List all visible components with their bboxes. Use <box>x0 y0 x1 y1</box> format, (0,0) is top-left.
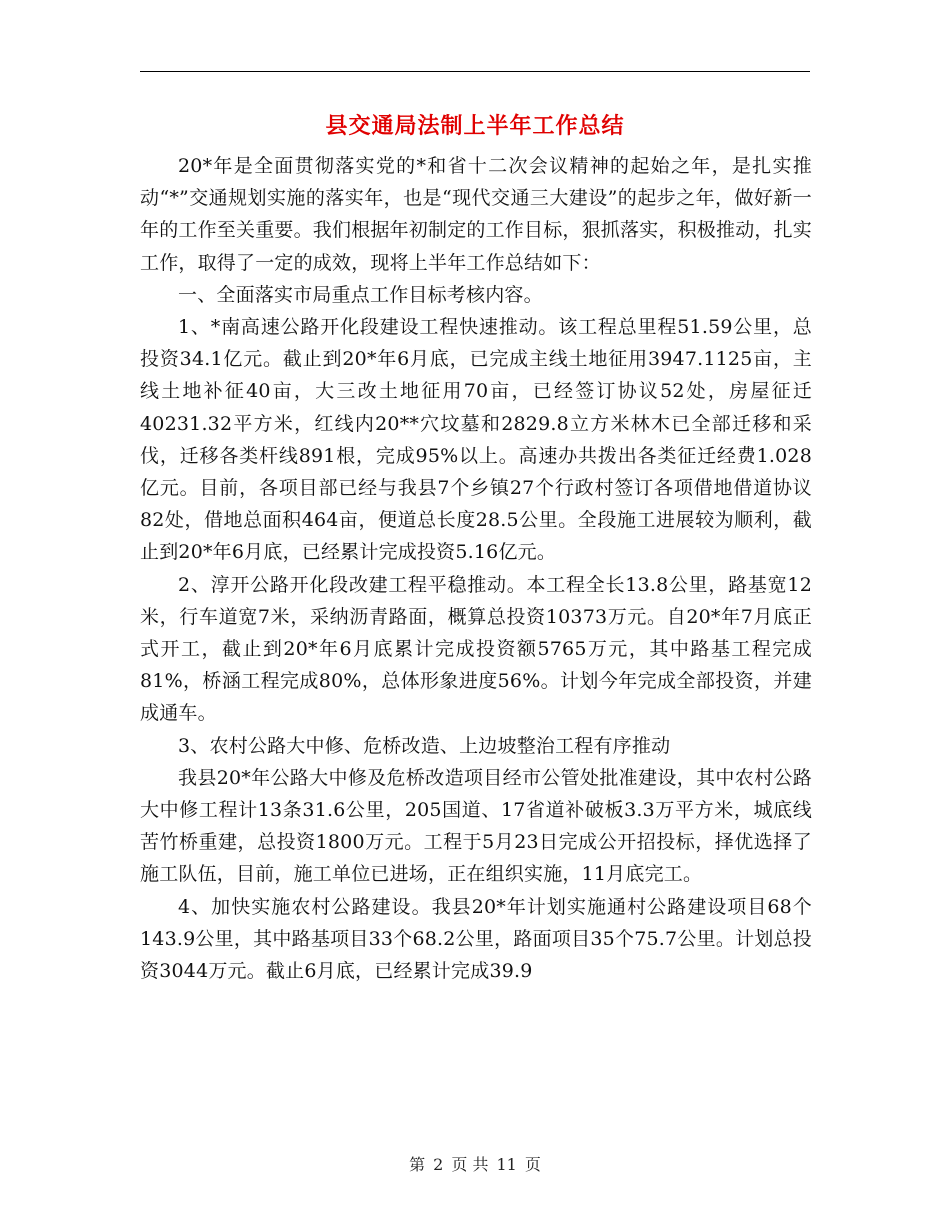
header-rule <box>140 71 810 72</box>
footer-current-page: 2 <box>433 1155 444 1174</box>
document-body <box>140 150 812 987</box>
document-title: 县交通局法制上半年工作总结 <box>325 114 625 139</box>
footer-middle: 页 共 <box>451 1155 489 1174</box>
paragraph-section-1-heading: 一、全面落实市局重点工作目标考核内容。 <box>178 283 543 306</box>
paragraph-item-4: 4、加快实施农村公路建设。我县20*年计划实施通村公路建设项目68个143.9公里，其中路基项目33个68.2公里，路面项目35个75.7公里。计划总投资3044万元。截止6月底，已经累计完成39.9 <box>140 895 812 983</box>
paragraph-intro: 20*年是全面贯彻落实党的*和省十二次会议精神的起始之年，是扎实推动“*”交通规划实施的落实年，也是“现代交通三大建设”的起步之年，做好新一年的工作至关重要。我们根据年初制定的工作目标，狠抓落实，积极推动，扎实工作，取得了一定的成效，现将上半年工作总结如下： <box>140 155 813 274</box>
page-footer <box>0 1153 950 1177</box>
paragraph-item-1: 1、*南高速公路开化段建设工程快速推动。该工程总里程51.59公里，总投资34.1亿元。截止到20*年6月底，已完成主线土地征用3947.1125亩，主线土地补征40亩，大三改土地征用70亩，已经签订协议52处，房屋征迁40231.32平方米，红线内20**穴坟墓和2829.8立方米林木已全部迁移和采伐，迁移各类杆线891根，完成95%以上。高速办共拨出各类征迁经费1.028亿元。目前，各项目部已经与我县7个乡镇27个行政村签订各项借地借道协议82处，借地总面积464亩，便道总长度28.5公里。全段施工进展较为顺利，截止到20*年6月底，已经累计完成投资5.16亿元。 <box>140 316 812 564</box>
paragraph-item-2: 2、淳开公路开化段改建工程平稳推动。本工程全长13.8公里，路基宽12米，行车道宽7米，采纳沥青路面，概算总投资10373万元。自20*年7月底正式开工，截止到20*年6月底累计完成投资额5765万元，其中路基工程完成81%，桥涵工程完成80%，总体形象进度56%。计划今年完成全部投资，并建成通车。 <box>140 573 812 725</box>
footer-prefix: 第 <box>409 1155 426 1174</box>
footer-suffix: 页 <box>524 1155 541 1174</box>
paragraph-item-3-heading: 3、农村公路大中修、危桥改造、上边坡整治工程有序推动 <box>178 734 671 757</box>
footer-total-pages: 11 <box>496 1155 517 1174</box>
paragraph-item-3-body: 我县20*年公路大中修及危桥改造项目经市公管处批准建设，其中农村公路大中修工程计13条31.6公里，205国道、17省道补破板3.3万平方米，城底线苦竹桥重建，总投资1800万元。工程于5月23日完成公开招投标，择优选择了施工队伍，目前，施工单位已进场，正在组织实施，11月底完工。 <box>140 766 812 886</box>
